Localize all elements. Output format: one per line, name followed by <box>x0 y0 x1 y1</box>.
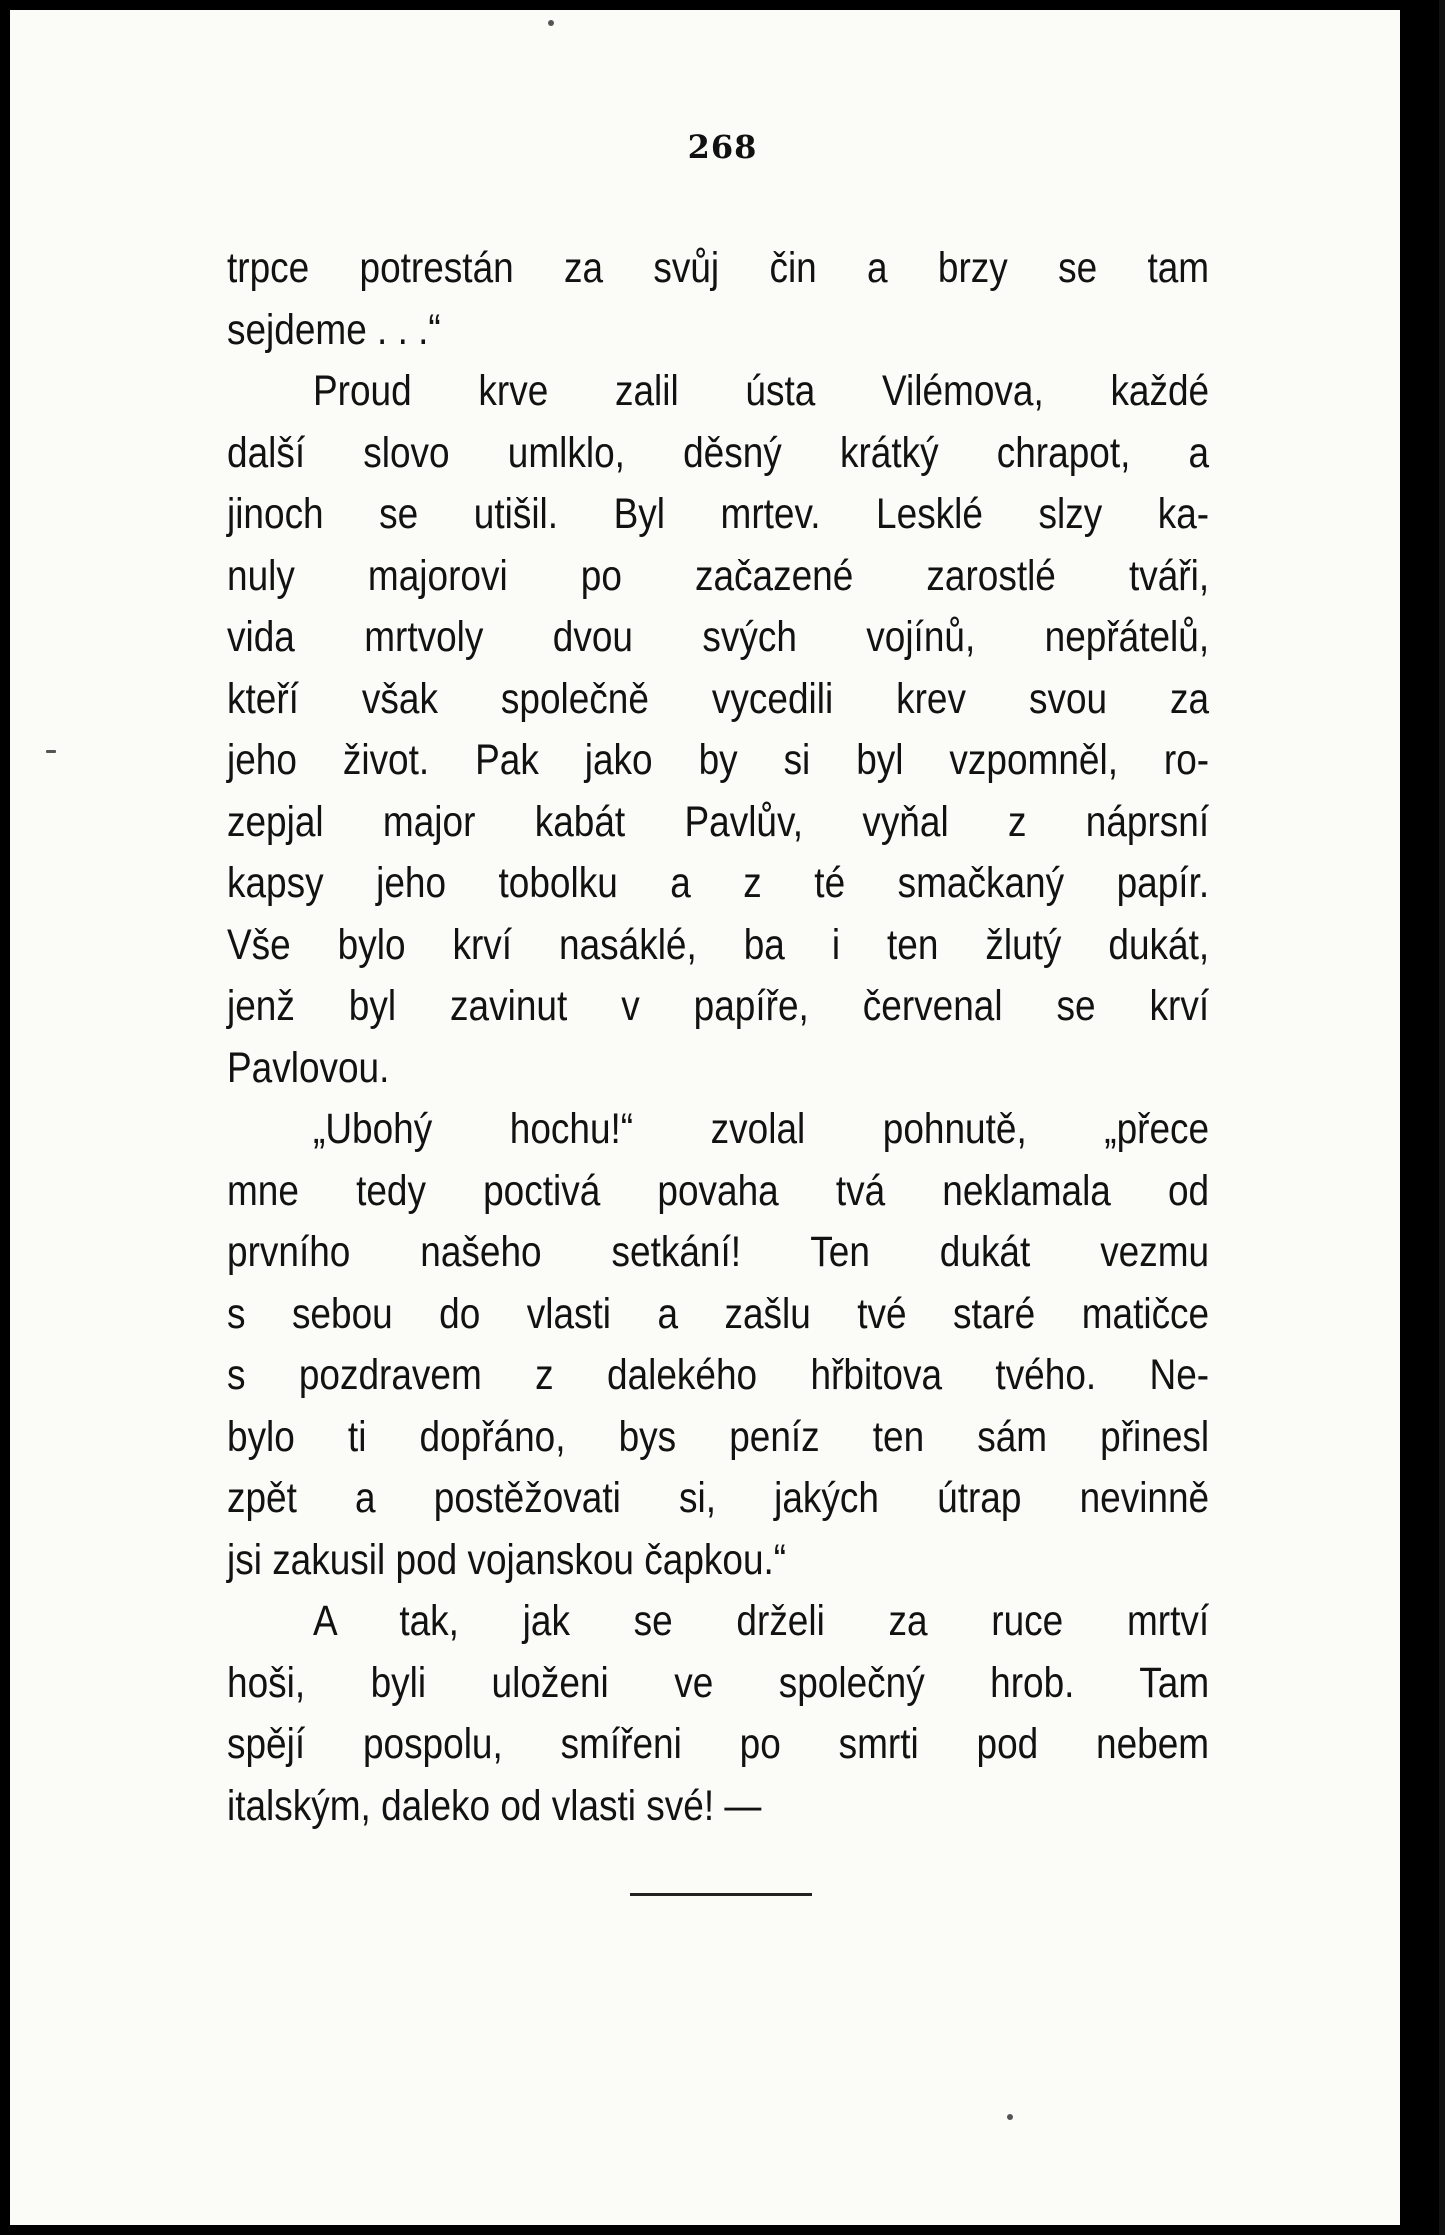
scan-speck <box>548 20 554 26</box>
text-line: prvního našeho setkání! Ten dukát vezmu <box>227 1228 1210 1276</box>
text-line: jeho život. Pak jako by si byl vzpomněl, ro- <box>227 736 1210 784</box>
text-line: spějí pospolu, smířeni po smrti pod nebem <box>227 1720 1210 1768</box>
text-line: Pavlovou. <box>227 1043 390 1092</box>
text-line: Proud krve zalil ústa Vilémova, každé <box>313 367 1210 415</box>
text-line: s sebou do vlasti a zašlu tvé staré matičce <box>227 1289 1210 1338</box>
text-line: jsi zakusil pod vojanskou čapkou.“ <box>227 1535 787 1584</box>
text-line: kapsy jeho tobolku a z té smačkaný papír. <box>227 859 1210 907</box>
text-line: jinoch se utišil. Byl mrtev. Lesklé slzy ka- <box>227 490 1210 538</box>
text-line: bylo ti dopřáno, bys peníz ten sám přinesl <box>227 1412 1210 1461</box>
body-text <box>227 238 1210 1837</box>
text-line: sejdeme . . .“ <box>227 305 441 354</box>
page-number: 268 <box>687 128 758 166</box>
text-line: zepjal major kabát Pavlův, vyňal z náprsní <box>227 797 1210 846</box>
text-line: Vše bylo krví nasáklé, ba i ten žlutý dukát, <box>227 920 1210 969</box>
text-line: trpce potrestán za svůj čin a brzy se tam <box>227 244 1210 292</box>
scan-speck <box>46 750 56 753</box>
text-line: hoši, byli uloženi ve společný hrob. Tam <box>227 1658 1210 1707</box>
text-line: kteří však společně vycedili krev svou za <box>227 674 1210 723</box>
text-line: další slovo umlklo, děsný krátký chrapot, a <box>227 428 1210 477</box>
text-line: zpět a postěžovati si, jakých útrap nevinně <box>227 1474 1210 1522</box>
scan-speck <box>1007 2114 1013 2120</box>
text-line: mne tedy poctivá povaha tvá neklamala od <box>227 1166 1210 1215</box>
text-line: jenž byl zavinut v papíře, červenal se krví <box>227 982 1210 1030</box>
text-line: vida mrtvoly dvou svých vojínů, nepřátelů, <box>227 613 1210 661</box>
text-line: „Ubohý hochu!“ zvolal pohnutě, „přece <box>313 1105 1210 1153</box>
text-line: A tak, jak se drželi za ruce mrtví <box>313 1597 1210 1645</box>
text-line: nuly majorovi po začazené zarostlé tváři, <box>227 551 1210 600</box>
page-edge-shadow <box>1439 0 1445 2235</box>
text-line: italským, daleko od vlasti své! — <box>227 1781 762 1830</box>
text-line: s pozdravem z dalekého hřbitova tvého. Ne- <box>227 1351 1210 1399</box>
section-end-rule <box>630 1893 812 1896</box>
